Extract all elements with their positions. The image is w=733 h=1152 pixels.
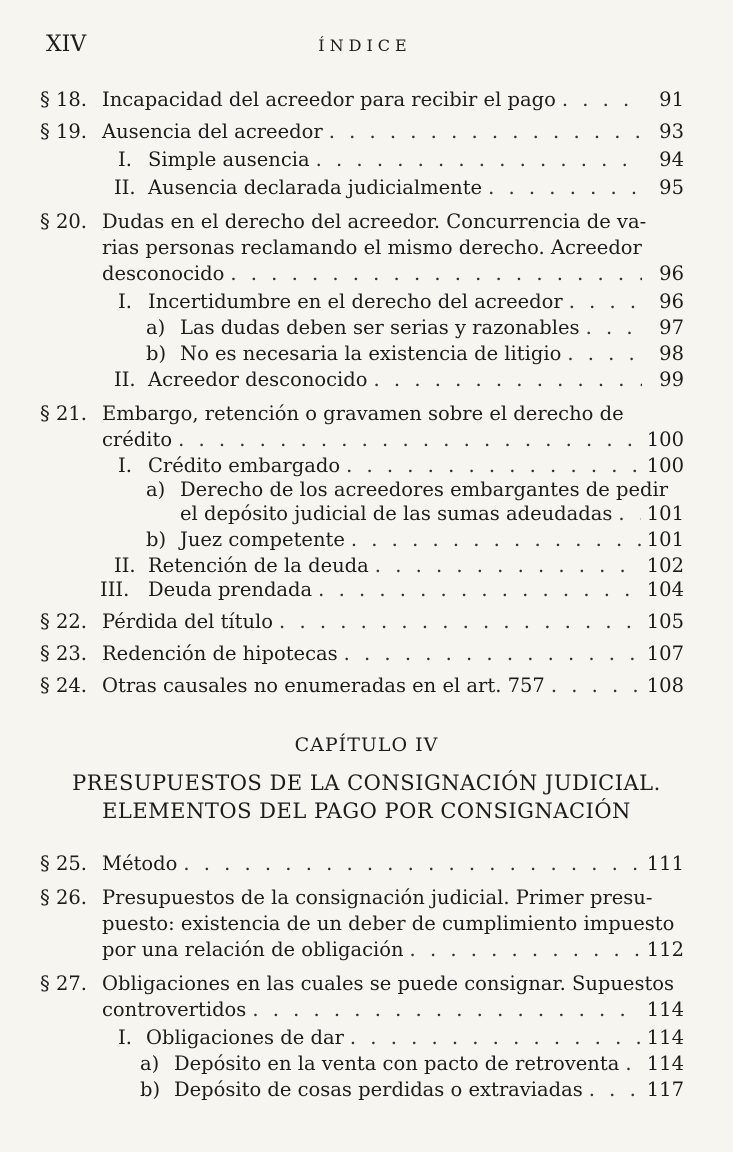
page-ref: 97 <box>659 316 684 339</box>
toc-entry <box>102 852 684 876</box>
toc-entry <box>102 88 684 112</box>
entry-title: controvertidos <box>102 998 247 1021</box>
toc-entry <box>102 262 684 286</box>
leader-dots <box>346 454 641 478</box>
entry-title: Ausencia del acreedor <box>102 120 323 143</box>
entry-title: Depósito de cosas perdidas o extraviadas <box>174 1078 583 1101</box>
entry-title: desconocido <box>102 262 225 285</box>
entry-title: Método <box>102 852 178 875</box>
page-ref: 91 <box>659 88 684 111</box>
item-letter: b) <box>146 528 167 551</box>
subsection-number: II. <box>114 368 136 391</box>
subsection-number: I. <box>118 1026 132 1049</box>
entry-title: Simple ausencia <box>148 148 310 171</box>
page-ref: 111 <box>646 852 684 875</box>
section-number: § 25. <box>40 852 87 875</box>
entry-title: por una relación de obligación <box>102 938 404 961</box>
entry-title-line: Embargo, retención o gravamen sobre el derecho de <box>102 402 624 425</box>
section-number: § 24. <box>40 674 87 697</box>
section-number: § 21. <box>40 402 87 425</box>
chapter-title-line: PRESUPUESTOS DE LA CONSIGNACIÓN JUDICIAL. <box>72 771 661 795</box>
leader-dots <box>230 262 642 286</box>
item-letter: b) <box>146 342 167 365</box>
page-header <box>40 30 690 64</box>
page-ref: 95 <box>659 176 684 199</box>
page-ref: 114 <box>646 1026 684 1049</box>
subsection-number: III. <box>100 578 130 601</box>
entry-title: No es necesaria la existencia de litigio <box>180 342 562 365</box>
toc-entry <box>180 528 684 552</box>
page-ref: 105 <box>646 610 684 633</box>
entry-title-line: Presupuestos de la consignación judicial. Primer presu- <box>102 886 653 909</box>
entry-title: Deuda prendada <box>148 578 313 601</box>
toc-entry <box>180 342 684 366</box>
entry-title: Otras causales no enumeradas en el art. 757 <box>102 674 545 697</box>
item-letter: a) <box>146 316 166 339</box>
leader-dots <box>374 368 642 392</box>
subsection-number: I. <box>118 290 132 313</box>
toc-entry <box>146 1026 684 1050</box>
page-ref: 108 <box>646 674 684 697</box>
toc-entry <box>174 1078 684 1102</box>
toc-entry <box>180 502 684 526</box>
leader-dots <box>586 316 642 340</box>
toc-entry <box>102 674 684 698</box>
chapter-label: CAPÍTULO IV <box>294 734 439 756</box>
entry-title-line: Dudas en el derecho del acreedor. Concurrencia de va- <box>102 210 647 233</box>
toc-entry <box>148 176 684 200</box>
entry-title: Depósito en la venta con pacto de retroventa <box>174 1052 620 1075</box>
toc-entry <box>148 578 684 602</box>
toc-entry <box>174 1052 684 1076</box>
leader-dots <box>351 528 641 552</box>
toc-entry <box>180 316 684 340</box>
page-ref: 100 <box>646 428 684 451</box>
page-ref: 101 <box>646 528 684 551</box>
section-number: § 20. <box>40 210 87 233</box>
section-number: § 27. <box>40 972 87 995</box>
entry-title: Redención de hipotecas <box>102 642 338 665</box>
page-ref: 102 <box>646 554 684 577</box>
leader-dots <box>178 428 641 452</box>
section-number: § 19. <box>40 120 87 143</box>
page-ref: 100 <box>646 454 684 477</box>
page-ref: 112 <box>646 938 684 961</box>
toc-entry <box>148 454 684 478</box>
toc-entry <box>148 290 684 314</box>
leader-dots <box>589 1078 641 1102</box>
leader-dots <box>329 120 642 144</box>
leader-dots <box>318 578 641 602</box>
page-ref: 96 <box>659 262 684 285</box>
page-ref: 107 <box>646 642 684 665</box>
item-letter: b) <box>140 1078 161 1101</box>
leader-dots <box>618 502 640 526</box>
leader-dots <box>569 290 642 314</box>
entry-title: Juez competente <box>180 528 345 551</box>
page-ref: 101 <box>646 502 684 525</box>
page-ref: 98 <box>659 342 684 365</box>
entry-title: Acreedor desconocido <box>148 368 368 391</box>
leader-dots <box>279 610 641 634</box>
item-letter: a) <box>140 1052 160 1075</box>
page-ref: 114 <box>646 1052 684 1075</box>
page-ref: 104 <box>646 578 684 601</box>
page-ref: 117 <box>646 1078 684 1101</box>
toc-entry <box>102 998 684 1022</box>
section-number: § 18. <box>40 88 87 111</box>
entry-title: Retención de la deuda <box>148 554 369 577</box>
toc-entry <box>102 642 684 666</box>
item-letter: a) <box>146 478 166 501</box>
leader-dots <box>410 938 641 962</box>
subsection-number: II. <box>114 554 136 577</box>
leader-dots <box>183 852 640 876</box>
entry-title-line: puesto: existencia de un deber de cumplimiento impuesto <box>102 912 675 935</box>
entry-title-line: Derecho de los acreedores embargantes de pedir <box>180 478 669 501</box>
subsection-number: I. <box>118 148 132 171</box>
leader-dots <box>551 674 641 698</box>
section-number: § 26. <box>40 886 87 909</box>
leader-dots <box>375 554 641 578</box>
toc-entry <box>102 610 684 634</box>
toc-entry <box>148 368 684 392</box>
running-title: ÍNDICE <box>318 36 412 55</box>
leader-dots <box>350 1026 641 1050</box>
section-number: § 22. <box>40 610 87 633</box>
leader-dots <box>316 148 642 172</box>
section-number: § 23. <box>40 642 87 665</box>
subsection-number: I. <box>118 454 132 477</box>
toc-entry <box>102 120 684 144</box>
entry-title: Pérdida del título <box>102 610 274 633</box>
entry-title-line: rias personas reclamando el mismo derecho. Acreedor <box>102 236 642 259</box>
page-number: XIV <box>46 32 87 57</box>
leader-dots <box>252 998 640 1022</box>
toc-entry <box>148 554 684 578</box>
page-ref: 96 <box>659 290 684 313</box>
subsection-number: II. <box>114 176 136 199</box>
page-ref: 99 <box>659 368 684 391</box>
page-ref: 93 <box>659 120 684 143</box>
entry-title: Incertidumbre en el derecho del acreedor <box>148 290 563 313</box>
entry-title: Incapacidad del acreedor para recibir el pago <box>102 88 556 111</box>
entry-title: el depósito judicial de las sumas adeudadas <box>180 502 613 525</box>
entry-title: crédito <box>102 428 173 451</box>
leader-dots <box>344 642 641 666</box>
leader-dots <box>562 88 642 112</box>
entry-title: Las dudas deben ser serias y razonables <box>180 316 580 339</box>
entry-title: Crédito embargado <box>148 454 341 477</box>
page-ref: 94 <box>659 148 684 171</box>
toc-entry <box>148 148 684 172</box>
entry-title: Obligaciones de dar <box>146 1026 344 1049</box>
entry-title-line: Obligaciones en las cuales se puede consignar. Supuestos <box>102 972 675 995</box>
chapter-title-line: ELEMENTOS DEL PAGO POR CONSIGNACIÓN <box>102 799 631 823</box>
toc-entry <box>102 938 684 962</box>
leader-dots <box>625 1052 640 1076</box>
leader-dots <box>488 176 642 200</box>
entry-title: Ausencia declarada judicialmente <box>148 176 483 199</box>
leader-dots <box>567 342 642 366</box>
page-ref: 114 <box>646 998 684 1021</box>
toc-entry <box>102 428 684 452</box>
